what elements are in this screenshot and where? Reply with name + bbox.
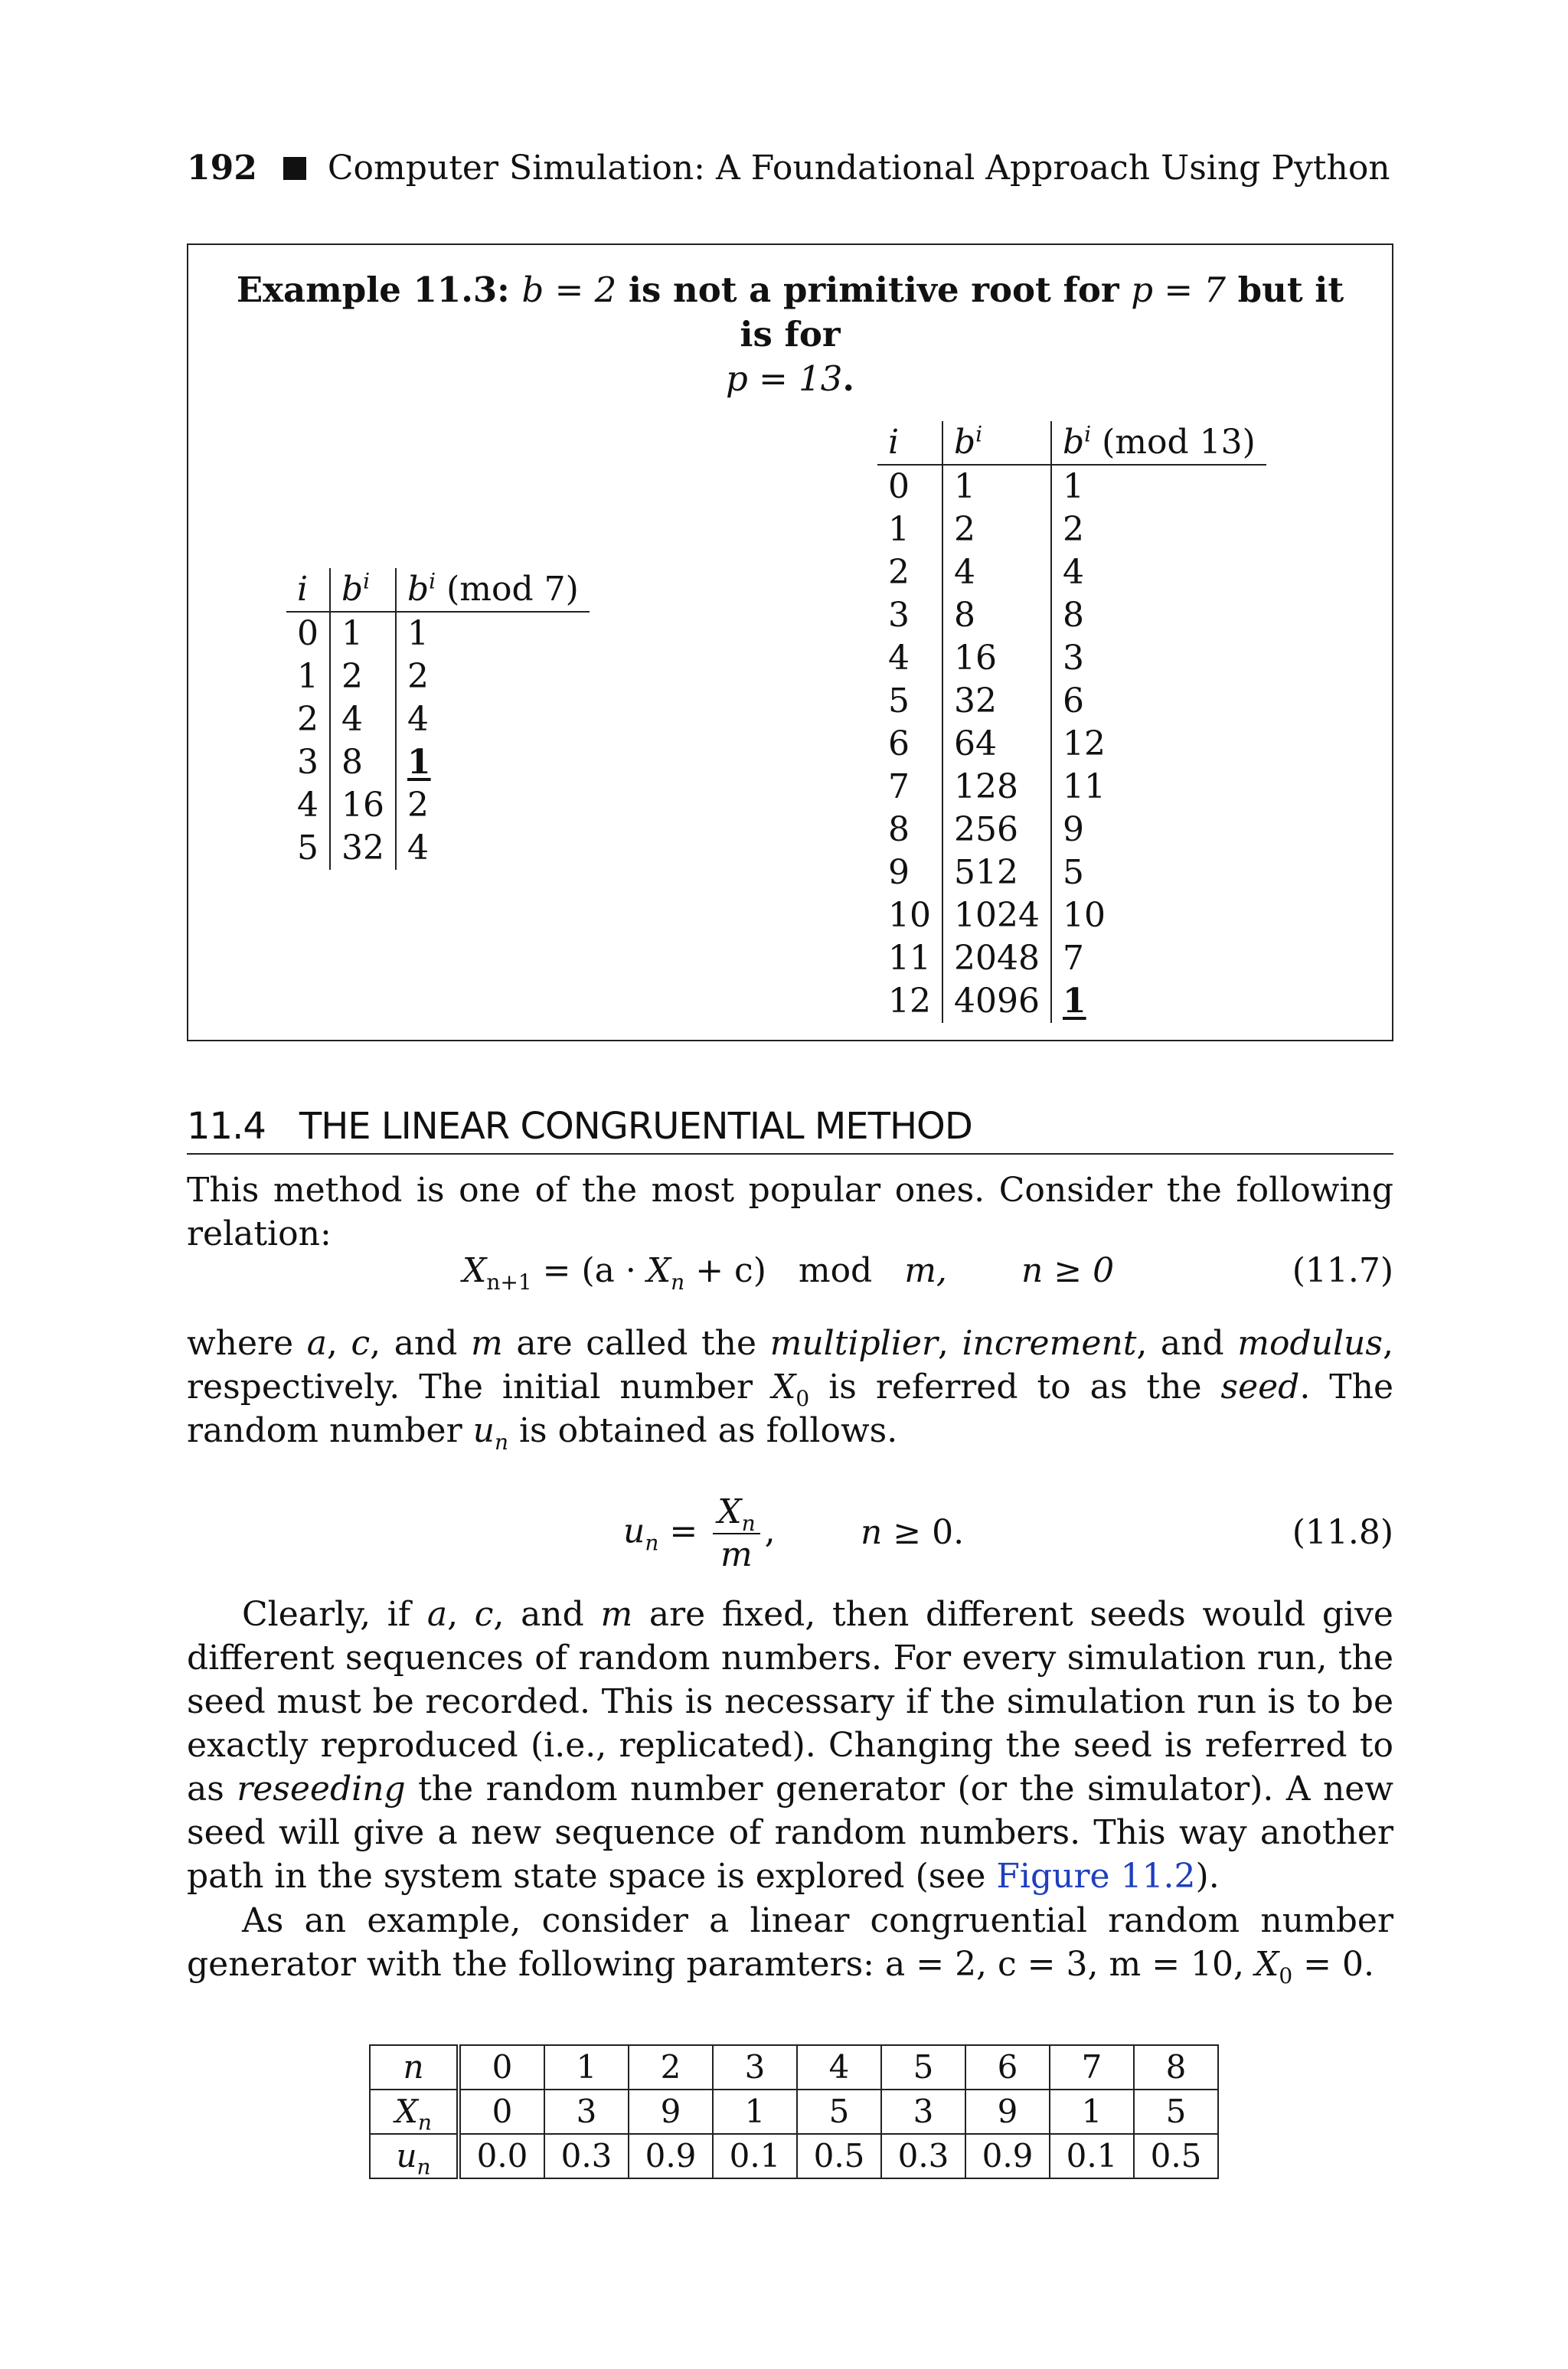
lcg-cell: 3 bbox=[881, 2090, 965, 2134]
lcg-cell: 0 bbox=[459, 2090, 544, 2134]
cell-b-power: 2 bbox=[330, 655, 396, 698]
powers-mod-7-table bbox=[286, 568, 590, 870]
table-header-row bbox=[877, 421, 1266, 465]
table-row bbox=[877, 465, 1266, 508]
header-b-power-mod: $b^i$ (mod 7) bbox=[396, 568, 590, 612]
cell-b-power-mod: 7 bbox=[1062, 939, 1084, 978]
cell-i: 7 bbox=[877, 766, 942, 809]
equation-11-7-body: $X_{n+1} = (a \cdot X_n + c)$ mod m, bbox=[462, 1251, 947, 1295]
lcg-cell: 5 bbox=[881, 2045, 965, 2090]
example-math-p7: p = 7 bbox=[1131, 270, 1226, 310]
lcg-cell: 0 bbox=[459, 2045, 544, 2090]
table-header-row bbox=[286, 568, 590, 612]
section-heading bbox=[187, 1101, 1393, 1155]
lcg-cell: 0.0 bbox=[459, 2134, 544, 2178]
table-row bbox=[877, 937, 1266, 980]
cell-i: 3 bbox=[877, 594, 942, 637]
cell-b-power-mod: 5 bbox=[1062, 853, 1084, 892]
header-i: i bbox=[877, 421, 942, 465]
lcg-cell: 1 bbox=[713, 2090, 797, 2134]
cell-i: 1 bbox=[877, 508, 942, 551]
cell-i: 4 bbox=[286, 784, 330, 827]
lcg-cell: 0.1 bbox=[713, 2134, 797, 2178]
running-head bbox=[187, 145, 1396, 191]
cell-i: 3 bbox=[286, 741, 330, 784]
cell-b-power-mod: 4 bbox=[407, 828, 429, 868]
cell-i: 0 bbox=[286, 612, 330, 655]
book-title: Computer Simulation: A Foundational Approach Using Python bbox=[327, 149, 1390, 188]
cell-b-power: 16 bbox=[942, 637, 1051, 680]
section-title: THE LINEAR CONGRUENTIAL METHOD bbox=[299, 1105, 972, 1148]
cell-b-power-mod: 6 bbox=[1062, 681, 1084, 721]
table-row bbox=[286, 655, 590, 698]
example-label: Example 11.3: bbox=[236, 270, 510, 310]
table-row bbox=[877, 680, 1266, 723]
table-row bbox=[877, 894, 1266, 937]
lcg-cell: 1 bbox=[544, 2045, 629, 2090]
example-text-1: is not a primitive root for bbox=[616, 270, 1132, 310]
lcg-cell: 0.5 bbox=[1134, 2134, 1218, 2178]
cell-i: 6 bbox=[877, 723, 942, 766]
example-math-b: b = 2 bbox=[521, 270, 617, 310]
table-row bbox=[877, 551, 1266, 594]
table-row bbox=[877, 508, 1266, 551]
table-row bbox=[877, 851, 1266, 894]
figure-link[interactable]: Figure 11.2 bbox=[996, 1857, 1196, 1896]
equation-11-8-condition: n ≥ 0. bbox=[861, 1513, 965, 1552]
square-separator-icon bbox=[283, 157, 306, 180]
cell-i: 2 bbox=[286, 698, 330, 741]
example-box bbox=[187, 243, 1393, 1041]
equation-number-11-8: (11.8) bbox=[1292, 1513, 1393, 1552]
cell-b-power: 128 bbox=[942, 766, 1051, 809]
lcg-cell: 0.3 bbox=[881, 2134, 965, 2178]
cell-b-power-mod: 2 bbox=[1062, 510, 1084, 549]
intro-paragraph: This method is one of the most popular ones. Consider the following relation: bbox=[187, 1171, 1393, 1253]
cell-b-power: 1 bbox=[330, 612, 396, 655]
cell-b-power-mod: 1 bbox=[1062, 982, 1086, 1021]
lcg-cell: 0.3 bbox=[544, 2134, 629, 2178]
lcg-row-x bbox=[370, 2090, 1218, 2134]
cell-i: 4 bbox=[877, 637, 942, 680]
table-row bbox=[286, 612, 590, 655]
cell-b-power-mod: 12 bbox=[1062, 724, 1106, 763]
cell-b-power-mod: 8 bbox=[1062, 596, 1084, 635]
fraction: $\frac{X_n}{m}$ bbox=[713, 1492, 760, 1576]
cell-b-power: 1 bbox=[942, 465, 1051, 508]
lcg-cell: 5 bbox=[1134, 2090, 1218, 2134]
cell-b-power: 16 bbox=[330, 784, 396, 827]
header-i: i bbox=[286, 568, 330, 612]
cell-b-power-mod: 4 bbox=[407, 700, 429, 739]
lcg-sequence-table bbox=[369, 2044, 1219, 2179]
lcg-cell: 9 bbox=[965, 2090, 1050, 2134]
table-row bbox=[877, 766, 1266, 809]
cell-i: 10 bbox=[877, 894, 942, 937]
lcg-cell: 0.1 bbox=[1050, 2134, 1134, 2178]
lcg-cell: 6 bbox=[965, 2045, 1050, 2090]
lcg-row-label: $X_n$ bbox=[370, 2090, 459, 2134]
cell-b-power: 256 bbox=[942, 809, 1051, 851]
lcg-row-label: $u_n$ bbox=[370, 2134, 459, 2178]
cell-b-power: 4 bbox=[942, 551, 1051, 594]
equation-11-7 bbox=[187, 1248, 1393, 1294]
table-row bbox=[877, 809, 1266, 851]
example-text-2: but it is for bbox=[740, 270, 1344, 355]
cell-b-power: 32 bbox=[330, 827, 396, 870]
cell-b-power-mod: 1 bbox=[1062, 467, 1084, 506]
section-number: 11.4 bbox=[187, 1105, 266, 1148]
cell-b-power: 4 bbox=[330, 698, 396, 741]
cell-i: 5 bbox=[877, 680, 942, 723]
lcg-cell: 0.5 bbox=[797, 2134, 881, 2178]
cell-i: 11 bbox=[877, 937, 942, 980]
seed-paragraph: Clearly, if a, c, and m are fixed, then different seeds would give different sequences of random numbers. For every simulation run, the seed must be recorded. This is necessary if the simulation run is to be exactly reproduced (i.e., replicated). Changing the seed is referred to as reseeding the random number generator (or the simulator). A new seed will give a new sequence of random numbers. This way another path in the system state space is explored (see Figure 11.2). bbox=[187, 1595, 1393, 1896]
cell-b-power: 8 bbox=[942, 594, 1051, 637]
header-b-power: $b^i$ bbox=[942, 421, 1051, 465]
cell-i: 0 bbox=[877, 465, 942, 508]
lcg-row-u bbox=[370, 2134, 1218, 2178]
cell-b-power: 32 bbox=[942, 680, 1051, 723]
lcg-cell: 0.9 bbox=[965, 2134, 1050, 2178]
table-row bbox=[286, 784, 590, 827]
equation-number-11-7: (11.7) bbox=[1292, 1251, 1393, 1290]
cell-b-power: 1024 bbox=[942, 894, 1051, 937]
lcg-cell: 7 bbox=[1050, 2045, 1134, 2090]
lcg-cell: 2 bbox=[629, 2045, 713, 2090]
cell-b-power-mod: 9 bbox=[1062, 810, 1084, 849]
equation-11-8-body: $u_n$ = $\frac{X_n}{m}$ , bbox=[623, 1492, 776, 1574]
cell-b-power: 64 bbox=[942, 723, 1051, 766]
equation-11-8 bbox=[187, 1492, 1393, 1576]
powers-mod-13-table bbox=[877, 421, 1266, 1023]
cell-b-power-mod: 4 bbox=[1062, 553, 1084, 592]
lcg-cell: 4 bbox=[797, 2045, 881, 2090]
table-row bbox=[877, 637, 1266, 680]
lcg-cell: 0.9 bbox=[629, 2134, 713, 2178]
table-row bbox=[877, 723, 1266, 766]
cell-i: 9 bbox=[877, 851, 942, 894]
cell-i: 8 bbox=[877, 809, 942, 851]
table-row bbox=[286, 698, 590, 741]
cell-b-power: 2 bbox=[942, 508, 1051, 551]
cell-b-power: 512 bbox=[942, 851, 1051, 894]
example-period: . bbox=[842, 358, 855, 399]
lcg-cell: 9 bbox=[629, 2090, 713, 2134]
table-row bbox=[877, 594, 1266, 637]
table-row bbox=[286, 827, 590, 870]
lcg-cell: 1 bbox=[1050, 2090, 1134, 2134]
example-title bbox=[219, 268, 1361, 401]
cell-b-power-mod: 10 bbox=[1062, 896, 1106, 935]
cell-i: 12 bbox=[877, 980, 942, 1023]
equation-11-7-condition: n ≥ 0 bbox=[1021, 1251, 1115, 1290]
example-paragraph: As an example, consider a linear congruential random number generator with the following paramters: a = 2, c = 3, m = 10, $X_0 = 0$. bbox=[187, 1901, 1393, 1988]
cell-b-power-mod: 3 bbox=[1062, 639, 1084, 678]
cell-i: 2 bbox=[877, 551, 942, 594]
lcg-row-n bbox=[370, 2045, 1218, 2090]
cell-b-power-mod: 2 bbox=[407, 657, 429, 696]
cell-b-power: 2048 bbox=[942, 937, 1051, 980]
cell-b-power: 8 bbox=[330, 741, 396, 784]
lcg-cell: 3 bbox=[544, 2090, 629, 2134]
cell-b-power-mod: 11 bbox=[1062, 767, 1106, 806]
definition-paragraph: where a, c, and m are called the multiplier, increment, and modulus, respectively. The initial number $X_0$ is referred to as the seed. The random number $u_n$ is obtained as follows. bbox=[187, 1324, 1394, 1455]
cell-i: 5 bbox=[286, 827, 330, 870]
example-math-p13: p = 13 bbox=[725, 358, 843, 399]
lcg-row-label: n bbox=[370, 2045, 459, 2090]
page-number: 192 bbox=[187, 149, 257, 188]
header-b-power: $b^i$ bbox=[330, 568, 396, 612]
header-b-power-mod: $b^i$ (mod 13) bbox=[1051, 421, 1266, 465]
table-row bbox=[286, 741, 590, 784]
table-row bbox=[877, 980, 1266, 1023]
cell-i: 1 bbox=[286, 655, 330, 698]
lcg-cell: 8 bbox=[1134, 2045, 1218, 2090]
cell-b-power-mod: 1 bbox=[407, 743, 431, 782]
cell-b-power-mod: 2 bbox=[407, 786, 429, 825]
lcg-cell: 3 bbox=[713, 2045, 797, 2090]
cell-b-power: 4096 bbox=[942, 980, 1051, 1023]
cell-b-power-mod: 1 bbox=[407, 614, 429, 653]
lcg-cell: 5 bbox=[797, 2090, 881, 2134]
